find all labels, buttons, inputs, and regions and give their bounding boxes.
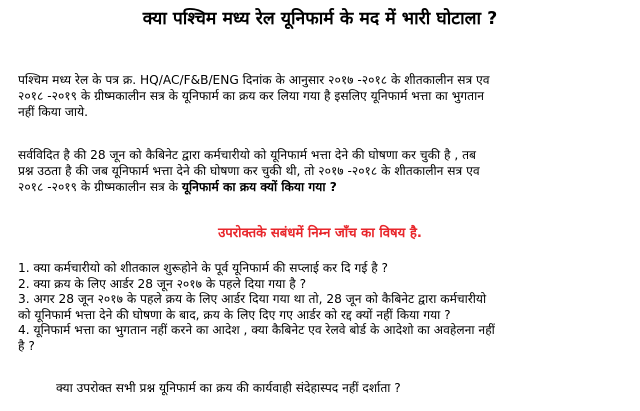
paragraph-line: प्रश्न उठता है की जब यूनिफार्म भत्ता देने की घोषणा कर चुकी थी, तो २०१७ -२०१८ के शीतकालीन सत्र एव [18,164,480,178]
paragraph-2 [18,147,633,195]
paragraph-line-last [18,179,633,195]
question-line: को यूनिफार्म भत्ता देने की घोषणा के बाद, क्रय के लिए दिए गए आर्डर को रद्द क्यों नहीं किया गया ? [18,307,451,322]
paragraph-line: सर्वविदित है की 28 जून को कैबिनेट द्वारा कर्मचारीयो को यूनिफार्म भत्ता देने की घोषणा कर चुकी है , तब [18,148,477,162]
paragraph-line: पश्चिम मध्य रेल के पत्र क्र. HQ/AC/F&B/ENG दिनांक के आनुसार २०१७ -२०१८ के शीतकालीन सत्र एव [18,73,490,87]
paragraph-1 [18,72,633,120]
question-line: 2. क्या क्रय के लिए आर्डर 28 जून २०१७ के पहले दिया गया है ? [18,276,307,291]
question-line: 3. अगर 28 जून २०१७ के पहले क्रय के लिए आर्डर दिया गया था तो, 28 जून को कैबिनेट द्वारा कर्मचारीयो [18,292,487,307]
subheading: उपरोक्तके सबंधमें निम्न जाँच का विषय है. [218,226,422,241]
question-line: 1. क्या कर्मचारीयो को शीतकाल शुरूहोने के पूर्व यूनिफार्म की सप्लाई कर दि गई है ? [18,261,389,275]
closing-question: क्या उपरोक्त सभी प्रश्न यूनिफार्म का क्रय की कार्यवाही संदेहास्पद नहीं दर्शाता ? [56,381,401,395]
question-line: है ? [18,338,35,353]
paragraph-line: नहीं किया जाये. [18,105,89,119]
bold-question: यूनिफार्म का क्रय क्यों किया गया ? [181,180,337,194]
paragraph-text: २०१८ -२०१९ के ग्रीष्मकालीन सत्र के [18,180,182,194]
question-line: 4. यूनिफार्म भत्ता का भुगतान नहीं करने का आदेश , क्या कैबिनेट एव रेलवे बोर्ड के आदेशो का अवहेलना नहीं [18,323,495,338]
paragraph-line: २०१८ -२०१९ के ग्रीष्मकालीन सत्र के यूनिफार्म का क्रय कर लिया गया है इसलिए यूनिफार्म भत्ता का भुगतान [18,89,485,103]
document-title: क्या पश्चिम मध्य रेल यूनिफार्म के मद में भारी घोटाला ? [142,9,498,29]
question-list [18,261,633,355]
